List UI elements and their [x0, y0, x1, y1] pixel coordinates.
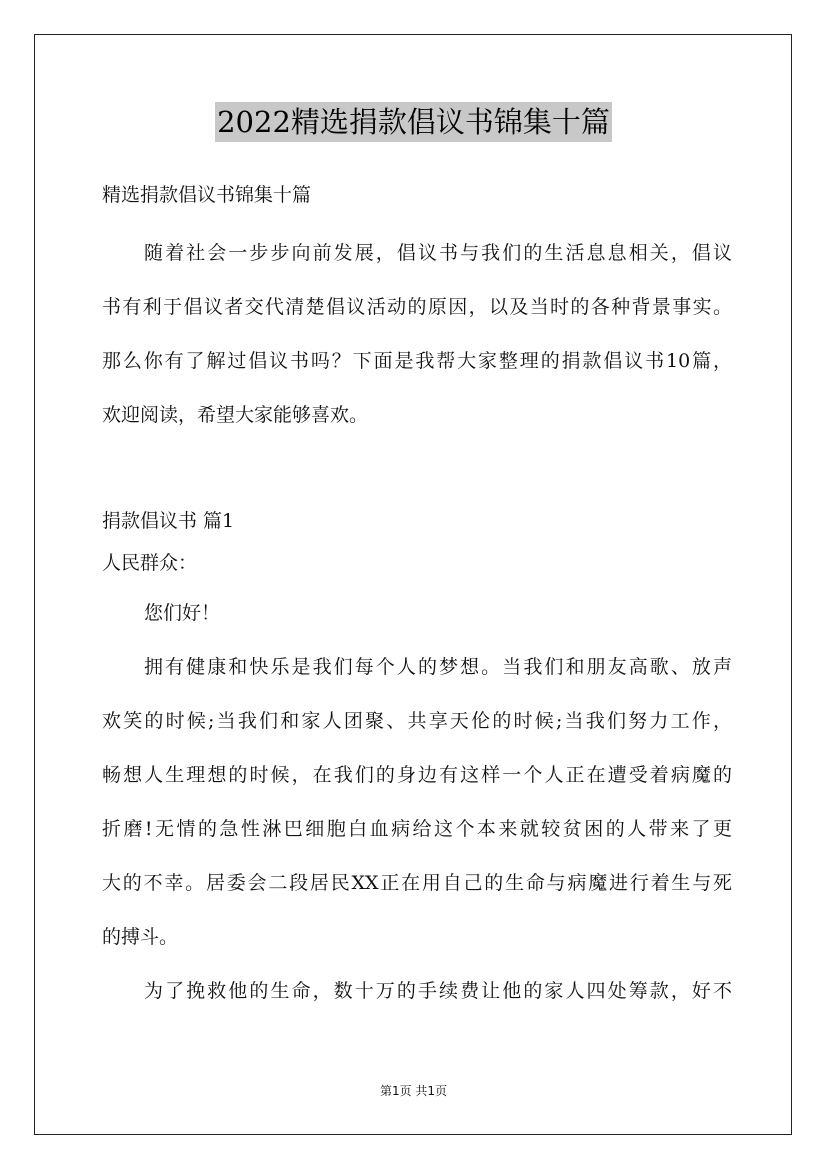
document-body — [102, 176, 732, 1018]
page-footer: 第1页 共1页 — [379, 1084, 448, 1098]
intro-line: 随着社会一步步向前发展，倡议书与我们的生活息息相关，倡议 — [144, 242, 732, 264]
document-subtitle: 精选捐款倡议书锦集十篇 — [102, 184, 312, 206]
greeting: 您们好！ — [144, 602, 221, 624]
body-line: 的搏斗。 — [102, 926, 179, 948]
body-line: 欢笑的时候;当我们和家人团聚、共享天伦的时候;当我们努力工作， — [102, 710, 732, 732]
body-line: 畅想人生理想的时候，在我们的身边有这样一个人正在遭受着病魔的 — [102, 764, 732, 786]
body-paragraph-1 — [102, 640, 732, 964]
body-line: 为了挽救他的生命，数十万的手续费让他的家人四处筹款，好不 — [144, 980, 732, 1002]
intro-line: 那么你有了解过倡议书吗？下面是我帮大家整理的捐款倡议书10篇， — [102, 350, 732, 372]
intro-paragraph — [102, 226, 732, 442]
section-heading: 捐款倡议书 篇1 — [102, 510, 235, 532]
body-paragraph-2 — [102, 964, 732, 1018]
salutation: 人民群众： — [102, 552, 198, 574]
body-line: 拥有健康和快乐是我们每个人的梦想。当我们和朋友高歌、放声 — [144, 656, 732, 678]
document-title: 2022精选捐款倡议书锦集十篇 — [215, 102, 612, 142]
title-container — [0, 102, 827, 142]
body-line: 折磨!无情的急性淋巴细胞白血病给这个本来就较贫困的人带来了更 — [102, 818, 732, 840]
intro-line: 欢迎阅读，希望大家能够喜欢。 — [102, 404, 369, 426]
body-line: 大的不幸。居委会二段居民XX正在用自己的生命与病魔进行着生与死 — [102, 872, 732, 894]
intro-line: 书有利于倡议者交代清楚倡议活动的原因，以及当时的各种背景事实。 — [102, 296, 732, 318]
